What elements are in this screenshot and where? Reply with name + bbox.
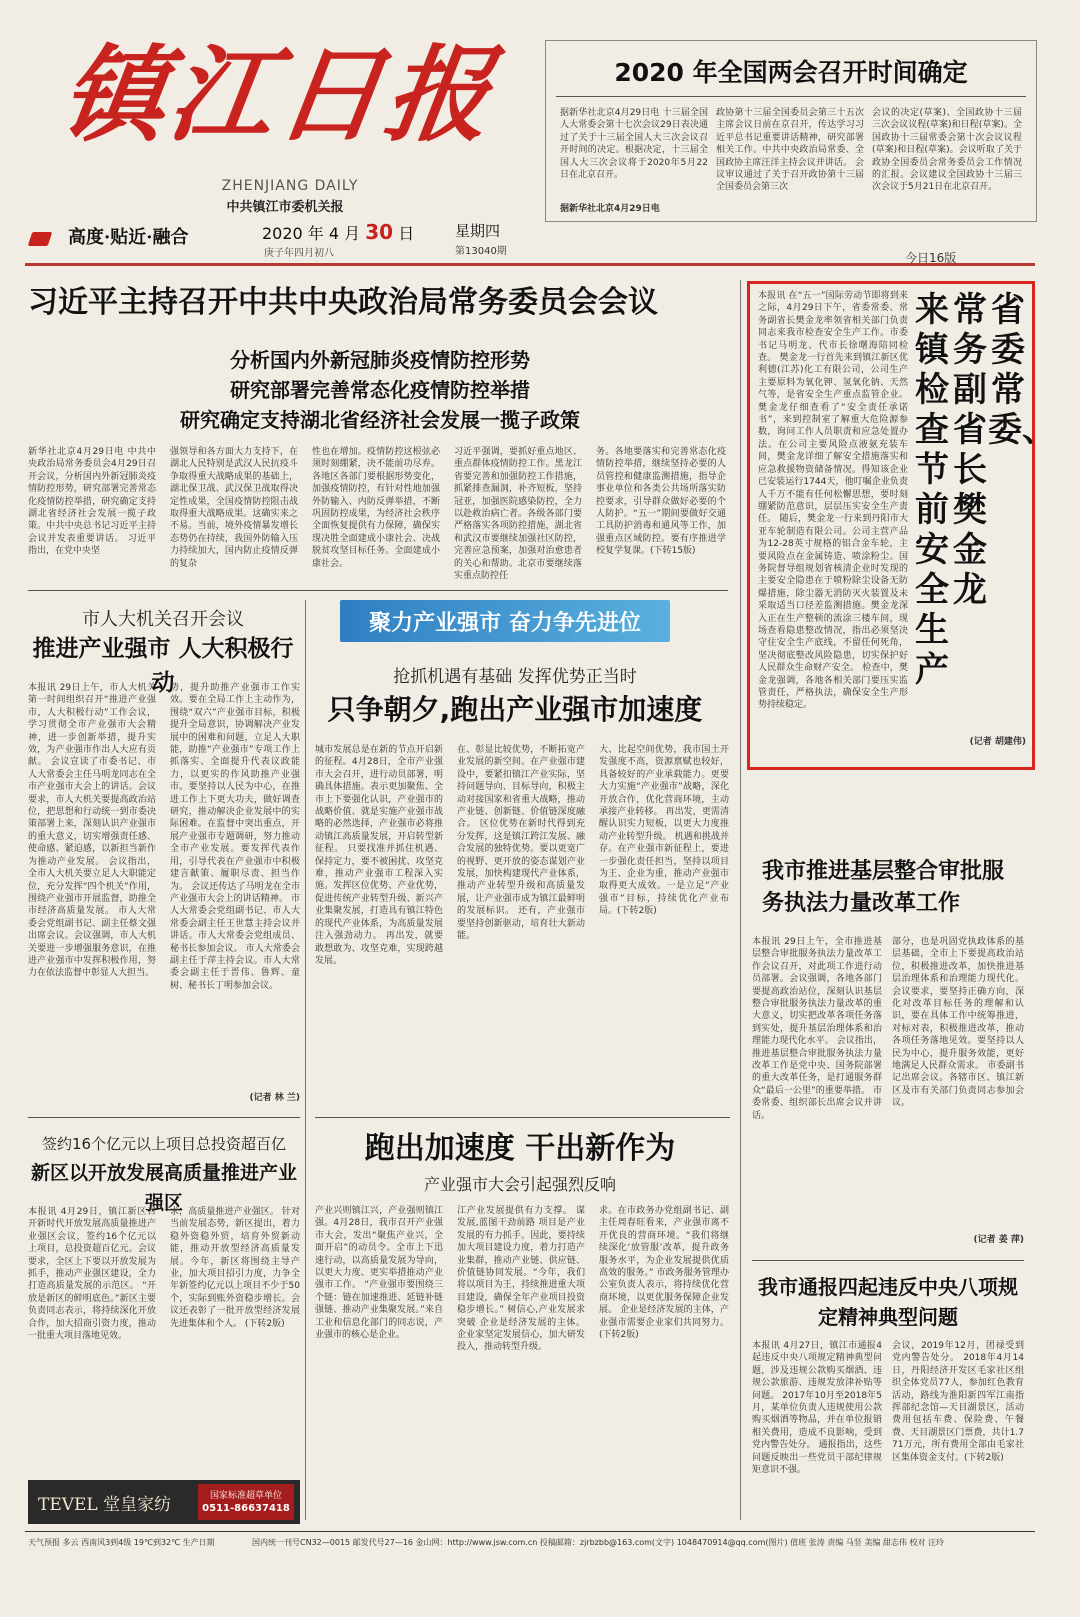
reform-byline: (记者 姜 萍) [973, 1235, 1024, 1245]
lead-col-2: 强领导和各方面大力支持下，在湖北人民特别是武汉人民抗疫斗争取得重大战略成果的基础上，湖北保卫战、武汉保卫战取得决定性成果，全国疫情防控阻击战取得重大战略成果。这确实来之不易。当前，境外疫情暴发增长态势仍在持续，我国外防输入压力持续加大，国内防止疫情反弹的复杂 [170, 447, 298, 569]
run-col-2: 江产业发展提供有力支撑。 谋发展,蓝图干劲前路 项目是产业发展的有力抓手。因此，要持续加大项目建设力度，着力打造产业集群，推动产业链、供应链、价值链协同发展。“今年，我们将以项目为王，持续推进重大项目建设，确保全年产业项目投资稳步增长。” 树信心,产业发展求突破 企业是经济发展的主体。企业家坚定发展信心，加大研发投入，推动转型升级。 [457, 1206, 585, 1353]
run-col-3: 求。在市政务办党组副书记、副主任周春旺看来，产业强市离不开优良的营商环境。“我们将继续深化‘放管服’改革，提升政务服务水平，为企业发展提供优质高效的服务。” 市政务服务管理办公室负责人表示，将持续优化营商环境，以更优服务保障企业发展。 企业是经济发展的主体，产业强市需要企业家们共同努力。(下转2版) [599, 1206, 729, 1341]
industry-col-1: 城市发展总是在新的节点开启新的征程。4月28日，全市产业强市大会召开，进行动员部署，明确具体措施。表示更加聚焦、全市上下要强化认识，产业强市的战略价值、就是实施产业强市战略的必然选择，产业强市必将推动镇江高质量发展，开启转型新征程。 只要找准并抓住机遇、保持定力，要不被困扰、攻坚克难，推动产业强市工程深入实施。发挥区位优势、产业优势，促进传统产业转型升级、新兴产业集聚发展，打造具有镇江特色的现代产业体系，为高质量发展注入强劲动力。 再出发，就要敢想敢为、攻坚克难，实现跨越发展。 [315, 745, 443, 966]
feature-headline-col-2: 常务副省长樊金龙 [953, 290, 987, 610]
top-story-col1b: 据新华社北京4月29日电 [560, 204, 660, 214]
slogan: 高度·贴近·融合 [68, 227, 189, 248]
sign-kicker: 签约16个亿元以上项目总投资超百亿 [41, 1135, 287, 1153]
pages-count: 今日16版 [905, 251, 957, 265]
top-story-col2: 政协第十三届全国委员会第三十五次主席会议日前在京召开，传达学习习近平总书记重要讲话精神，研究部署相关工作。中共中央政治局常委、全国政协主席汪洋主持会议并讲话。 会议审议通过了关于召开政协第十三届全国委员会第三次 [716, 108, 864, 193]
sign-top-rule [28, 1117, 300, 1118]
report-headline: 我市通报四起违反中央八项规定精神典型问题 [758, 1275, 1018, 1329]
feature-headline-col-1: 省委常委、 [988, 290, 1056, 450]
run-kicker: 产业强市大会引起强烈反响 [423, 1175, 616, 1194]
feature-headline-col-3: 来镇检查节前安全生产 [915, 290, 949, 690]
npc-col-2: 势，提升助推产业强市工作实效。要在全局工作上主动作为，围绕“双六”产业强市目标，积极提升全局意识，协调解决产业发展中的困难和问题，立足人大职能，助推“产业强市”专项工作上抓落实、全面提升代表议政能力，以更实的作风助推产业强市。要坚持以人民为中心，在推进工作上下更大功夫，做好调查研究，推动解决企业发展中的实际困难。在监督中突出重点，开展产业强市专题调研，努力推动全市产业发展。要发挥代表作用，引导代表在产业强市中积极建言献策、履职尽责、担当作为。 会议还传达了马明龙在全市产业强市大会上的讲话精神。 市人大常委会党组副书记、市人大常委会副主任王世慧主持会议并讲话。市人大常委会党组成员、秘书长参加会议。 市人大常委会副主任于萍主持会议。市人大常委会副主任于晋伟、鲁辉、童树、秘书长丁明参加会议。 [170, 683, 300, 991]
report-top-rule [752, 1260, 1024, 1261]
sign-headline: 新区以开放发展高质量推进产业强区 [30, 1162, 297, 1214]
run-top-rule [315, 1117, 730, 1118]
industry-col-3: 大、比起空间优势，我市国土开发强度不高，资源禀赋也较好，具备较好的产业承载能力。更要大力实施“产业强市”战略，深化开放合作，优化营商环境，主动承接产业转移。 再出发，更需清醒认识实力短板，以更大力度推动产业转型升级。 机遇和挑战并存。在产业强市新征程上，要进一步强化责任担当，坚持以项目为王、企业为重，推动产业强市取得更大成效。一是立足“产业强市”目标，持续优化产业布局。(下转2版) [599, 745, 729, 917]
ad-brand: TEVEL 堂皇家纺 [38, 1495, 172, 1515]
top-story-headline: 2020 年全国两会召开时间确定 [614, 58, 968, 87]
issue-number: 第13040期 [455, 246, 507, 257]
industry-col-2: 在、彰显比较优势，不断拓宽产业发展的新空间。在产业强市建设中，要紧扣镇江产业实际，坚持问题导向、目标导向，积极主动对接国家和省重大战略，推动产业链、创新链、价值链深度融合。 区位优势在新时代得到充分发挥，这是镇江跨江发展、融合发展的独特优势。要以更宽广的视野、更开放的姿态谋划产业发展，加快构建现代产业体系，推动产业转型升级和高质量发展，让产业强市成为镇江最鲜明的发展标识。 还有，产业强市要坚持创新驱动，培育壮大新动能。 [457, 745, 585, 942]
column-rule-right [740, 280, 741, 1520]
ad-banner[interactable] [28, 1480, 300, 1524]
lead-col-4: 习近平强调，要抓好重点地区、重点群体疫情防控工作。黑龙江省要完善和加强防控工作措施，抓紧排查漏洞，补齐短板，坚持冠亚，加强医院感染防控，全力以赴救治病亡者。各级各部门要严格落实各项防控措施，湖北省和武汉市要继续加强社区防控，完善应急预案，加强对治愈患者的关心和帮助。北京市要继续落实重点防控任 [454, 447, 582, 582]
npc-byline: (记者 林 兰) [249, 1093, 300, 1103]
npc-kicker: 市人大机关召开会议 [82, 609, 244, 630]
sign-col-2: 求，高质量推进产业强区。 针对当前发展态势，新区提出，着力稳外资稳外贸，培育外贸新动能，推动开放型经济高质量发展。今年，新区将围绕主导产业，加大项目招引力度，力争全年新签约亿元以上项目不少于50个，实际到账外资稳步增长。会议还表彰了一批开放型经济发展先进集体和个人。 (下转2版) [170, 1207, 300, 1329]
feature-body: 本报讯 在“五一”国际劳动节即将到来之际，4月29日下午，省委常委、常务副省长樊金龙率领省相关部门负责同志来我市检查安全生产工作。市委书记马明龙、代市长徐曙海陪同检查。 樊金龙一行首先来到镇江新区优利德(江苏)化工有限公司，公司生产主要原料为氧化钾、氢氧化钠、天然气等，是省安全生产重点监管企业。樊金龙仔细查看了“安全责任承诺书”，来到控制室了解重大危险源参数，询问工作人员职责和应急处置办法。在公司主要风险点液氨充装车间，樊金龙详细了解安全措施落实和应急救援物资储备情况。得知该企业已安装运行1744天，他叮嘱企业负责人千万不能有任何松懈思想，要时刻绷紧防范意识，层层压实安全生产责任。 随后，樊金龙一行来到丹阳市大亚车轮制造有限公司。公司主营产品为12-28英寸规格的铝合金车轮，主要风险点在金属铸造、喷涂粉尘。国务院督导组规划省核清企业时发现的主要安全隐患在于喷粉除尘设备无防爆措施，除尘器无消防灭火装置及未采取适当口径差监测措施。樊金龙深入正在生产整顿的流涂三楼车间，现场查看隐患整改情况，指出必须坚决守住安全生产底线，不留任何死角，坚决彻底整改风险隐患，切实保护好人民群众生命财产安全。 检查中，樊金龙强调，各地各相关部门要压实监管责任，严格执法，确保安全生产形势持续稳定。 [758, 291, 908, 711]
footer-rule [25, 1531, 1035, 1532]
industry-banner [340, 600, 670, 642]
industry-banner-text: 聚力产业强市 奋力争先进位 [369, 611, 641, 636]
top-story-col1: 据新华社北京4月29日电 十三届全国人大常委会第十七次会议29日表决通过了关于十三届全国人大三次会议召开时间的决定。根据决定，十三届全国人大三次会议将于2020年5月22日在北京召开。 [560, 108, 708, 181]
slogan-logo-icon [28, 232, 53, 246]
reform-col-1: 本报讯 29日上午，全市推进基层整合审批服务执法力量改革工作会议召开，对此项工作进行动员部署。会议强调，各地各部门要提高政治站位，深刻认识基层整合审批服务执法力量改革的重大意义，切实把改革各项任务落到实处，提升基层治理体系和治理能力现代化水平。 会议指出，推进基层整合审批服务执法力量改革工作是党中央、国务院部署的重大改革任务，是打通服务群众“最后一公里”的重要举措。 市委常委、组织部长出席会议并讲话。 [752, 937, 882, 1121]
ad-phone: 0511-86637418 [202, 1503, 290, 1514]
footer-info: 国内统一刊号CN32—0015 邮发代号27—16 金山网：http://www.jsw.com.cn 投稿邮箱：zjrbzbb@163.com(文字) 1048470914@qq.com(图片) 值班 张涛 责编 马竖 美编 甜志伟 校对 汪玲 [252, 1538, 944, 1547]
lead-subhead-3: 研究确定支持湖北省经济社会发展一揽子政策 [180, 408, 580, 432]
lead-col-5: 务。各地要落实和完善常态化疫情防控举措，继续坚持必要的人员管控和健康监测措施，指导企事业单位和各类公共场所落实防控要求，引导群众做好必要的个人防护。“五一”期间要做好交通工具防护消毒和通风等工作，加强重点区域防控。要有序推进学校复学复课。(下转15版) [596, 447, 726, 557]
masthead [0, 0, 540, 270]
report-col-2: 会议，2019年12月，团禄受到党内警告处分。 2018年4月14日，丹阳经济开发区毛家社区组织全体党员77人，参加红色教育活动，路线为淮阳新四军江南指挥部纪念馆—天目湖景区，活动费用包括车费、保险费、午餐费、天目湖景区门票费，共计1.771万元，所有费用全部由毛家社区集体资金支付。(下转2版) [892, 1341, 1024, 1463]
date-day: 30 [365, 220, 394, 244]
lead-headline: 习近平主持召开中共中央政治局常务委员会会议 [28, 285, 658, 320]
masthead-org: 中共镇江市委机关报 [226, 200, 344, 215]
top-story-col3: 会议的决定(草案)、全国政协十三届三次会议议程(草案)和日程(草案)。全国政协十三届常委会第十次会议议程(草案)和日程(草案)。会议听取了关于政协全国委员会常务委员会工作情况的汇报。会议建议全国政协十三届三次会议于5月21日在北京召开。 [872, 108, 1022, 193]
reform-col-2: 部分，也是巩固党执政体系的基层基础，全市上下要提高政治站位，积极推进改革，加快推进基层治理体系和治理能力现代化。会议要求，要坚持正确方向，深化对改革目标任务的理解和认识，要在具体工作中统筹推进，对标对表，积极推进改革，推动各项任务落地见效。要坚持以人民为中心，提升服务效能，更好地满足人民群众需求。 市委副书记出席会议。各辖市区、镇江新区及市有关部门负责同志参加会议。 [892, 937, 1024, 1109]
npc-headline: 推进产业强市 人大积极行动 [32, 636, 294, 696]
footer-weather: 天气预报 多云 西南风3到4级 19℃到32℃ 生产日期 [28, 1538, 215, 1547]
ad-tag: 国家标准超草单位 [209, 1491, 282, 1501]
masthead-title: 镇江日报 [53, 33, 503, 156]
lead-col-3: 性也在增加。疫情防控这根弦必须时刻绷紧，决不能前功尽弃。各地区各部门要根据形势变化，加强疫情防控，有针对性地加强外防输入、内防反弹举措，不断巩固防控成果，为经济社会秩序全面恢复提供有力保障，确保实现决胜全面建成小康社会、决战脱贫攻坚目标任务。全面建成小康社会。 [312, 447, 440, 569]
npc-col-1: 本报讯 29日上午，市人大机关第一时间组织召开“推进产业强市，人大积极行动”工作会议，学习贯彻全市产业强市大会精神，进一步创新举措，提升实效，为产业强市作出人大应有贡献。 会议宣读了市委书记、市人大常委会主任马明龙同志在全市产业强市大会上的讲话。会议要求，市人大机关要提高政治站位，把思想和行动统一到市委决策部署上来，深刻认识产业强市的重大意义，切实增强责任感、使命感、紧迫感，以新担当新作为推动产业发展。 会议指出，全市人大机关要立足人大职能定位，充分发挥“四个机关”作用，围绕产业强市开展监督，助推全市经济高质量发展。 市人大常委会党组副书记、副主任蔡文强出席会议。会议强调，市人大机关要进一步增强服务意识，在推进产业强市中发挥积极作用，努力在依法监督中彰显人大担当。 [28, 683, 156, 979]
date-line [262, 220, 414, 244]
lead-subhead-2: 研究部署完善常态化疫情防控举措 [230, 378, 530, 402]
date-prefix: 2020 年 4 月 [262, 224, 361, 243]
feature-box [747, 281, 1056, 770]
ad-tag-box [198, 1484, 294, 1520]
industry-headline: 只争朝夕,跑出产业强市加速度 [327, 693, 703, 726]
industry-kicker: 抢抓机遇有基础 发挥优势正当时 [393, 667, 637, 687]
reform-headline: 我市推进基层整合审批服务执法力量改革工作 [762, 859, 1005, 916]
sign-col-1: 本报讯 4月29日，镇江新区召开新时代开放发展高质量推进产业强区会议，签约16个亿元以上项目，总投资超百亿元。会议要求，全区上下要以开放发展为抓手，推动产业强区建设，全力打造高质量发展的示范区。 “开放是新区的鲜明底色。”新区主要负责同志表示，将持续深化开放合作，加大招商引资力度，推动一批重大项目落地见效。 [28, 1207, 156, 1342]
masthead-rule [25, 263, 1035, 266]
date-suffix: 日 [398, 224, 415, 243]
lead-col-1: 新华社北京4月29日电 中共中央政治局常务委员会4月29日召开会议，分析国内外新冠肺炎疫情防控形势，研究部署完善常态化疫情防控举措，研究确定支持湖北省经济社会发展一揽子政策。中共中央总书记习近平主持会议并发表重要讲话。 习近平指出，在党中央坚 [28, 447, 156, 557]
column-rule-center [305, 600, 306, 1520]
top-story [545, 40, 1037, 222]
top-story-divider [556, 96, 1026, 97]
lead-bottom-rule [28, 590, 728, 591]
run-col-1: 产业兴则镇江兴，产业强则镇江强。4月28日，我市召开产业强市大会，发出“聚焦产业兴，全面开启”的动员令。全市上下迅速行动，以高质量发展为导向，以更大力度、更实举措推动产业强市工作。 “产业强市要围绕三个链：链在加速推进、延链补链强链、推动产业集聚发展。”来自工业和信息化部门的同志说，产业强市的核心是企业。 [315, 1206, 443, 1341]
report-col-1: 本报讯 4月27日，镇江市通报4起违反中央八项规定精神典型问题，涉及违规公款购买烟酒、违规公款旅游、违规发放津补贴等问题。 2017年10月至2018年5月，某单位负责人违规使用公款购买烟酒等物品，并在单位报销相关费用，造成不良影响，受到党内警告处分。 通报指出，这些问题反映出一些党员干部纪律规矩意识不强。 [752, 1341, 882, 1476]
lunar-date: 庚子年四月初八 [264, 248, 334, 259]
lead-subhead-1: 分析国内外新冠肺炎疫情防控形势 [230, 348, 530, 372]
run-headline: 跑出加速度 干出新作为 [364, 1131, 676, 1166]
weekday: 星期四 [455, 222, 501, 240]
feature-byline: (记者 胡建伟) [969, 737, 1026, 747]
masthead-english: ZHENJIANG DAILY [221, 178, 359, 194]
